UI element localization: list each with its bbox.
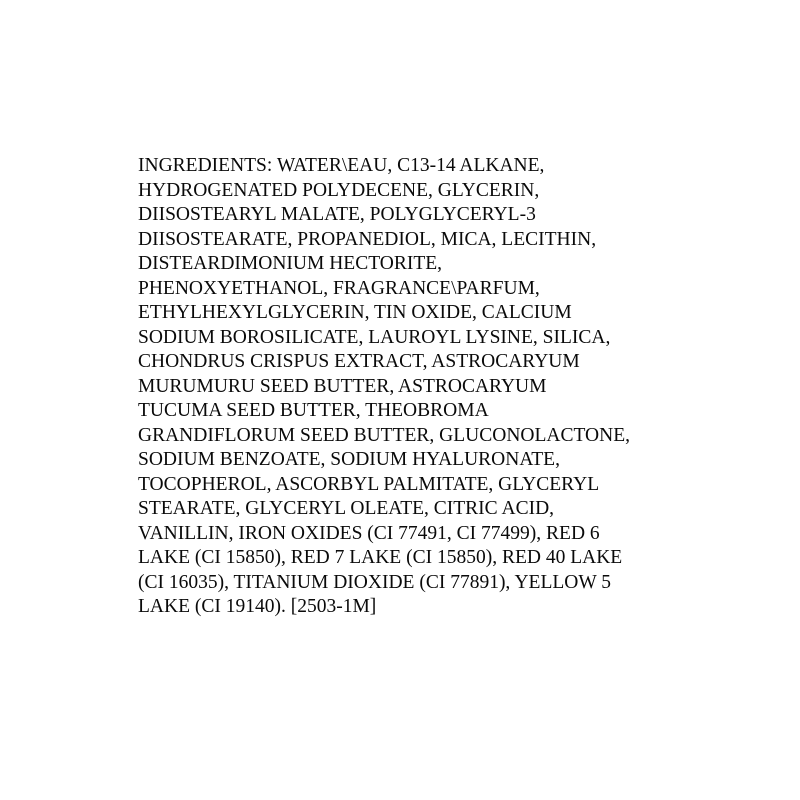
- ingredients-line: MURUMURU SEED BUTTER, ASTROCARYUM: [138, 375, 547, 397]
- ingredients-line: STEARATE, GLYCERYL OLEATE, CITRIC ACID,: [138, 498, 555, 519]
- ingredients-line: LAKE (CI 19140). [2503-1M]: [138, 596, 377, 617]
- ingredients-line: INGREDIENTS: WATER\EAU, C13-14 ALKANE,: [138, 155, 545, 176]
- ingredients-line: CHONDRUS CRISPUS EXTRACT, ASTROCARYUM: [138, 351, 580, 372]
- ingredients-line: LAKE (CI 15850), RED 7 LAKE (CI 15850), RED 40 LAKE: [138, 547, 623, 568]
- ingredients-line: (CI 16035), TITANIUM DIOXIDE (CI 77891), YELLOW 5: [138, 571, 612, 593]
- ingredients-line: DIISOSTEARYL MALATE, POLYGLYCERYL-3: [138, 204, 536, 225]
- ingredients-line: DIISOSTEARATE, PROPANEDIOL, MICA, LECITHIN,: [138, 228, 597, 250]
- ingredients-list: [138, 154, 758, 620]
- ingredients-line: TOCOPHEROL, ASCORBYL PALMITATE, GLYCERYL: [138, 473, 600, 495]
- ingredients-line: PHENOXYETHANOL, FRAGRANCE\PARFUM,: [138, 277, 540, 299]
- ingredients-line: HYDROGENATED POLYDECENE, GLYCERIN,: [138, 179, 540, 201]
- ingredients-line: SODIUM BOROSILICATE, LAUROYL LYSINE, SILICA,: [138, 326, 611, 348]
- ingredients-line: GRANDIFLORUM SEED BUTTER, GLUCONOLACTONE,: [138, 424, 631, 446]
- ingredients-line: SODIUM BENZOATE, SODIUM HYALURONATE,: [138, 449, 560, 470]
- ingredients-line: DISTEARDIMONIUM HECTORITE,: [138, 253, 443, 274]
- ingredients-line: TUCUMA SEED BUTTER, THEOBROMA: [138, 400, 489, 421]
- ingredients-line: VANILLIN, IRON OXIDES (CI 77491, CI 77499), RED 6: [138, 522, 600, 544]
- ingredients-line: ETHYLHEXYLGLYCERIN, TIN OXIDE, CALCIUM: [138, 302, 572, 323]
